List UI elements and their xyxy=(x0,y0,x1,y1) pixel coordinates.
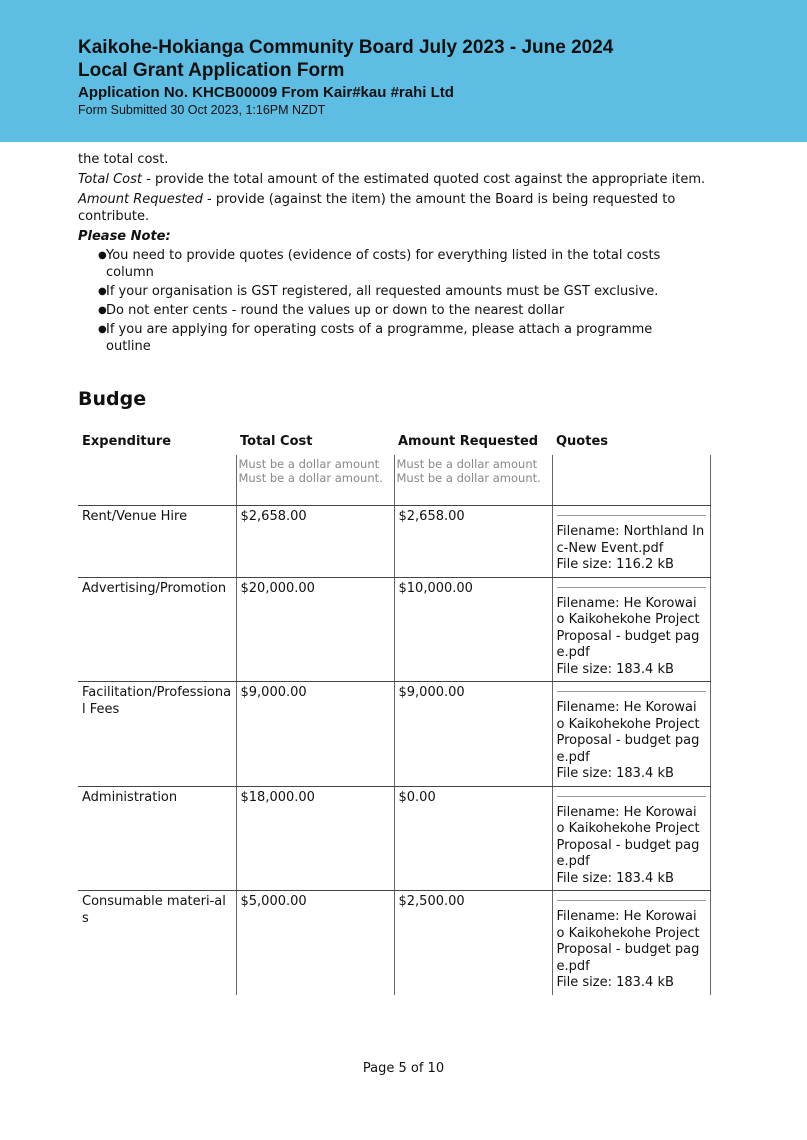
expenditure-cell: Facilitation/Professional Fees xyxy=(78,682,236,787)
note-item: ● If your organisation is GST registered, all requested amounts must be GST exclusive. xyxy=(98,284,659,299)
bullet-icon: ● xyxy=(98,324,107,335)
amount-requested-label: Amount Requested xyxy=(78,192,203,207)
total-cost-cell: $2,658.00 xyxy=(236,506,394,578)
total-cost-hint: Must be a dollar amount Must be a dollar amount. xyxy=(236,455,394,506)
bullet-icon: ● xyxy=(98,250,107,261)
header-amount-requested: Amount Requested xyxy=(398,434,539,449)
instructions xyxy=(78,151,718,357)
bullet-icon: ● xyxy=(98,305,107,316)
quote-filename[interactable]: Filename: He Korowai o Kaikohekohe Project Proposal - budget page.pdf xyxy=(556,700,700,765)
expenditure-cell: Consumable materi-als xyxy=(78,891,236,995)
header-banner xyxy=(0,0,807,142)
quote-filesize: File size: 183.4 kB xyxy=(556,870,674,886)
expenditure-cell: Administration xyxy=(78,786,236,891)
total-cost-cell: $9,000.00 xyxy=(236,682,394,787)
expenditure-cell: Rent/Venue Hire xyxy=(78,506,236,578)
form-title: Local Grant Application Form xyxy=(78,60,345,81)
header-quotes: Quotes xyxy=(556,434,609,449)
header-total-cost: Total Cost xyxy=(240,434,313,449)
amount-requested-instruction xyxy=(78,191,718,225)
total-cost-text: - provide the total amount of the estimated quoted cost against the appropriate item. xyxy=(142,172,706,187)
total-cost-label: Total Cost xyxy=(78,172,142,187)
quote-filesize: File size: 183.4 kB xyxy=(556,661,674,677)
application-number: Application No. KHCB00009 From Kair#kau #rahi Ltd xyxy=(78,84,454,101)
note-item: ● You need to provide quotes (evidence of costs) for everything listed in the total costs column xyxy=(98,248,661,280)
quote-filename[interactable]: Filename: He Korowai o Kaikohekohe Project Proposal - budget page.pdf xyxy=(556,595,700,660)
quote-filename[interactable]: Filename: He Korowai o Kaikohekohe Project Proposal - budget page.pdf xyxy=(556,909,700,974)
board-title: Kaikohe-Hokianga Community Board July 2023 - June 2024 xyxy=(78,37,614,58)
note-item: ● If you are applying for operating costs of a programme, please attach a programme outline xyxy=(98,322,653,354)
quote-cell xyxy=(552,682,710,787)
amount-requested-cell: $0.00 xyxy=(394,786,552,891)
amount-requested-cell: $2,500.00 xyxy=(394,891,552,995)
total-cost-instruction xyxy=(78,171,718,188)
table-row xyxy=(78,891,710,995)
table-row xyxy=(78,577,710,682)
budget-heading: Budge xyxy=(78,388,147,410)
note-heading: Please Note: xyxy=(78,229,171,244)
note-item: ● Do not enter cents - round the values up or down to the nearest dollar xyxy=(98,303,565,318)
table-row xyxy=(78,506,710,578)
quote-filesize: File size: 183.4 kB xyxy=(556,975,674,990)
table-row xyxy=(78,682,710,787)
amount-requested-cell: $2,658.00 xyxy=(394,506,552,578)
amount-requested-text: - provide (against the item) the amount the Board is being requested to contribute. xyxy=(78,192,676,224)
page-number: Page 5 of 10 xyxy=(362,1061,445,1076)
expenditure-cell: Advertising/Promotion xyxy=(78,577,236,682)
note-list xyxy=(98,247,698,355)
amount-requested-cell: $9,000.00 xyxy=(394,682,552,787)
total-cost-cell: $20,000.00 xyxy=(236,577,394,682)
quote-filesize: File size: 116.2 kB xyxy=(556,557,674,572)
amount-requested-cell: $10,000.00 xyxy=(394,577,552,682)
intro-line: the total cost. xyxy=(78,152,169,167)
bullet-icon: ● xyxy=(98,286,107,297)
quote-filesize: File size: 183.4 kB xyxy=(556,766,674,781)
quote-cell xyxy=(552,891,710,995)
quote-cell xyxy=(552,506,710,578)
quote-filename[interactable]: Filename: Northland Inc-New Event.pdf xyxy=(556,524,705,556)
amount-requested-hint: Must be a dollar amount Must be a dollar amount. xyxy=(394,455,552,506)
quote-cell xyxy=(552,786,710,891)
total-cost-cell: $18,000.00 xyxy=(236,786,394,891)
submitted-date: Form Submitted 30 Oct 2023, 1:16PM NZDT xyxy=(78,103,326,117)
table-header-row xyxy=(78,432,710,455)
quote-cell xyxy=(552,577,710,682)
total-cost-cell: $5,000.00 xyxy=(236,891,394,995)
header-expenditure: Expenditure xyxy=(82,434,172,449)
table-row xyxy=(78,786,710,891)
quote-filename[interactable]: Filename: He Korowai o Kaikohekohe Project Proposal - budget page.pdf xyxy=(556,804,700,869)
hint-row xyxy=(78,455,710,506)
budget-table xyxy=(78,432,711,995)
